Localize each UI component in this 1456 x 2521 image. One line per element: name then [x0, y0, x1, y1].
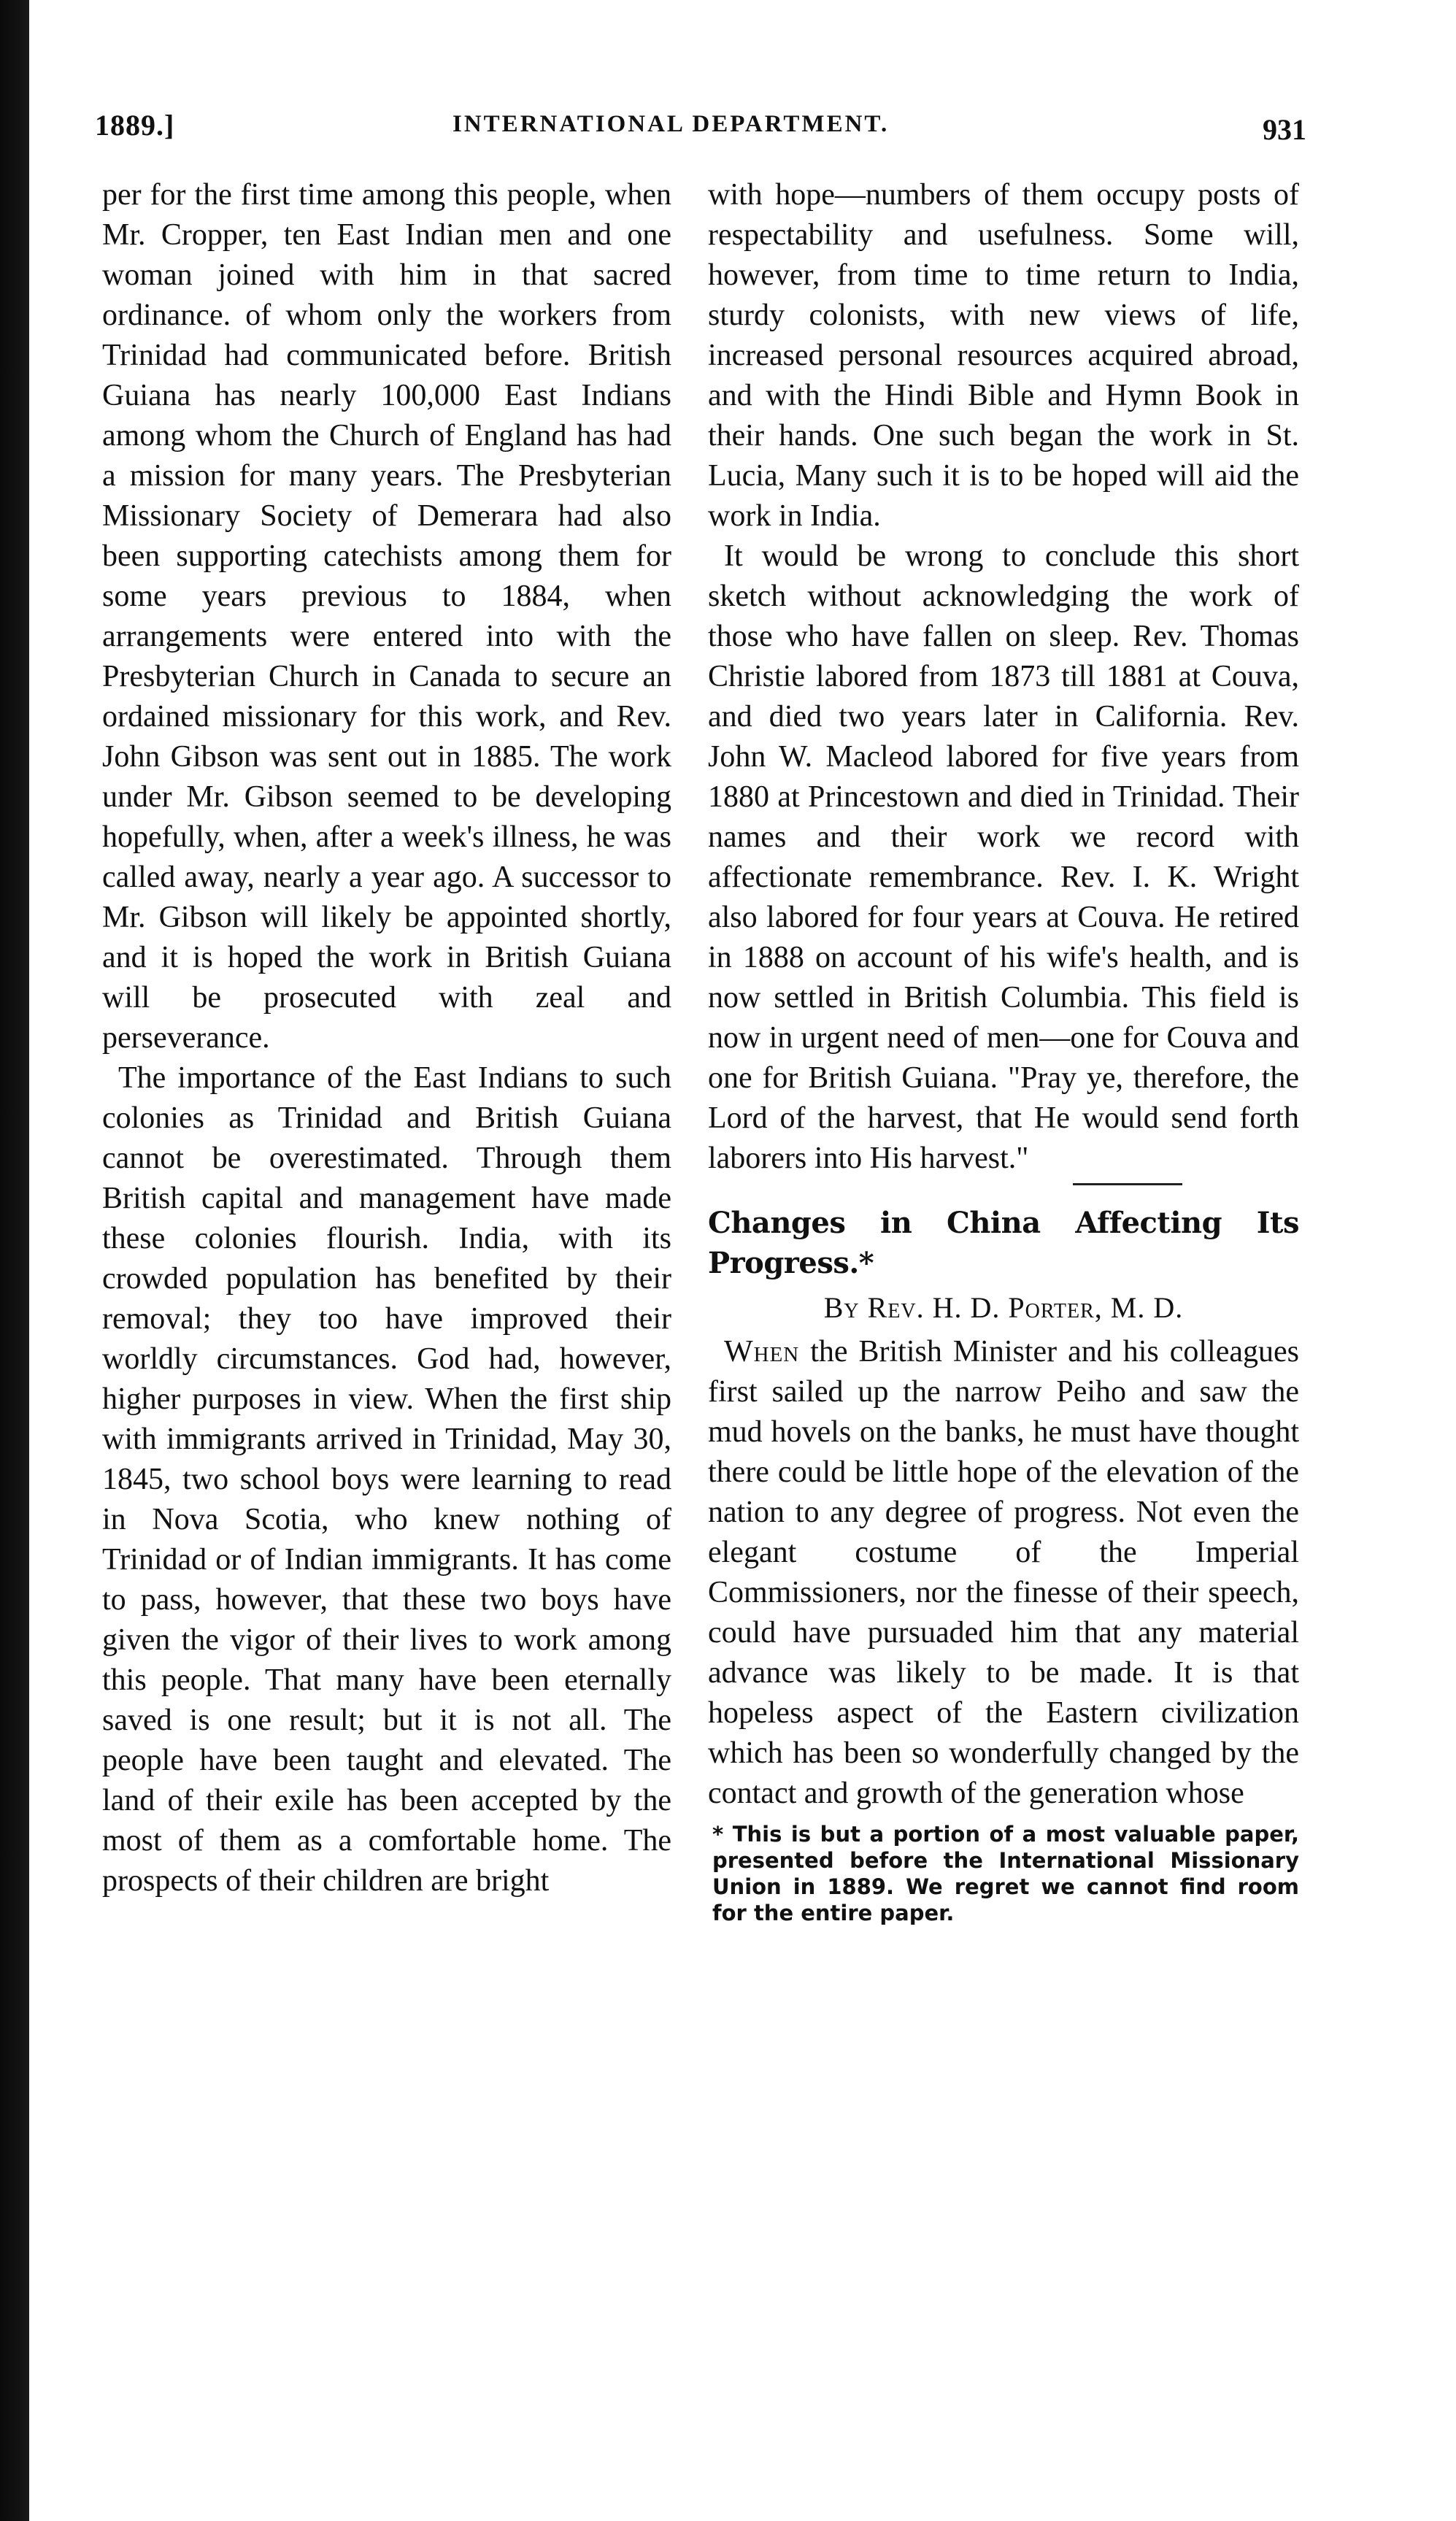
- footnote: * This is but a portion of a most valuable paper, presented before the International Missionary Union in 1889. We regret we cannot find room for the entire paper.: [712, 1822, 1299, 1925]
- running-header: [95, 108, 1306, 159]
- left-column: [102, 175, 671, 1901]
- article-lead-word: When: [724, 1335, 800, 1369]
- right-column: [708, 175, 1299, 1926]
- right-paragraph-2: It would be wrong to conclude this short sketch without acknowledging the work of those who have fallen on sleep. Rev. Thomas Christie labored from 1873 till 1881 at Couva, and died two years later in California. Rev. John W. Macleod labored for five years from 1880 at Princestown and died in Trinidad. Their names and their work we record with affectionate remembrance. Rev. I. K. Wright also labored for four years at Couva. He retired in 1888 on account of his wife's health, and is now settled in British Columbia. This field is now in urgent need of men—one for Couva and one for British Guiana. "Pray ye, therefore, the Lord of the harvest, that He would send forth laborers into His harvest.": [708, 539, 1299, 1175]
- left-paragraph-2: The importance of the East Indians to such colonies as Trinidad and British Guiana cannot be overestimated. Through them British capital and management have made these colonies flourish. India, with its crowded population has benefited by their removal; they too have improved their worldly circumstances. God had, however, higher purposes in view. When the first ship with immigrants arrived in Trinidad, May 30, 1845, two school boys were learning to read in Nova Scotia, who knew nothing of Trinidad or of Indian immigrants. It has come to pass, however, that these two boys have given the vigor of their lives to work among this people. That many have been eternally saved is one result; but it is not all. The people have been taught and elevated. The land of their exile has been accepted by the most of them as a comfortable home. The prospects of their children are bright: [102, 1061, 671, 1898]
- header-title: INTERNATIONAL DEPARTMENT.: [452, 111, 890, 137]
- left-paragraph-1: per for the first time among this people, when Mr. Cropper, ten East Indian men and one woman joined with him in that sacred ordinance. of whom only the workers from Trinidad had communicated before. British Guiana has nearly 100,000 East Indians among whom the Church of England has had a mission for many years. The Presbyterian Missionary Society of Demerara had also been supporting catechists among them for some years previous to 1884, when arrangements were entered into with the Presbyterian Church in Canada to secure an ordained missionary for this work, and Rev. John Gibson was sent out in 1885. The work under Mr. Gibson seemed to be developing hopefully, when, after a week's illness, he was called away, nearly a year ago. A successor to Mr. Gibson will likely be appointed shortly, and it is hoped the work in British Guiana will be prosecuted with zeal and perseverance.: [102, 178, 671, 1055]
- article-paragraph: [708, 1332, 1299, 1814]
- header-year: 1889.]: [95, 109, 175, 142]
- binding-shadow: [0, 0, 29, 2521]
- article-byline: By Rev. H. D. Porter, M. D.: [823, 1291, 1184, 1324]
- article-title: Changes in China Affecting Its Progress.*: [708, 1206, 1299, 1280]
- right-paragraph-1: with hope—numbers of them occupy posts of respectability and usefulness. Some will, however, from time to time return to India, sturdy colonists, with new views of life, increased personal resources acquired abroad, and with the Hindi Bible and Hymn Book in their hands. One such began the work in St. Lucia, Many such it is to be hoped will aid the work in India.: [708, 178, 1299, 533]
- page-number: 931: [1263, 113, 1306, 146]
- section-divider: [1073, 1183, 1182, 1185]
- article-body: the British Minister and his colleagues first sailed up the narrow Peiho and saw the mud hovels on the banks, he must have thought there could be little hope of the elevation of the nation to any degree of progress. Not even the elegant costume of the Imperial Commissioners, nor the finesse of their speech, could have pursuaded him that any material advance was likely to be made. It is that hopeless aspect of the Eastern civilization which has been so wonderfully changed by the contact and growth of the generation whose: [708, 1335, 1299, 1810]
